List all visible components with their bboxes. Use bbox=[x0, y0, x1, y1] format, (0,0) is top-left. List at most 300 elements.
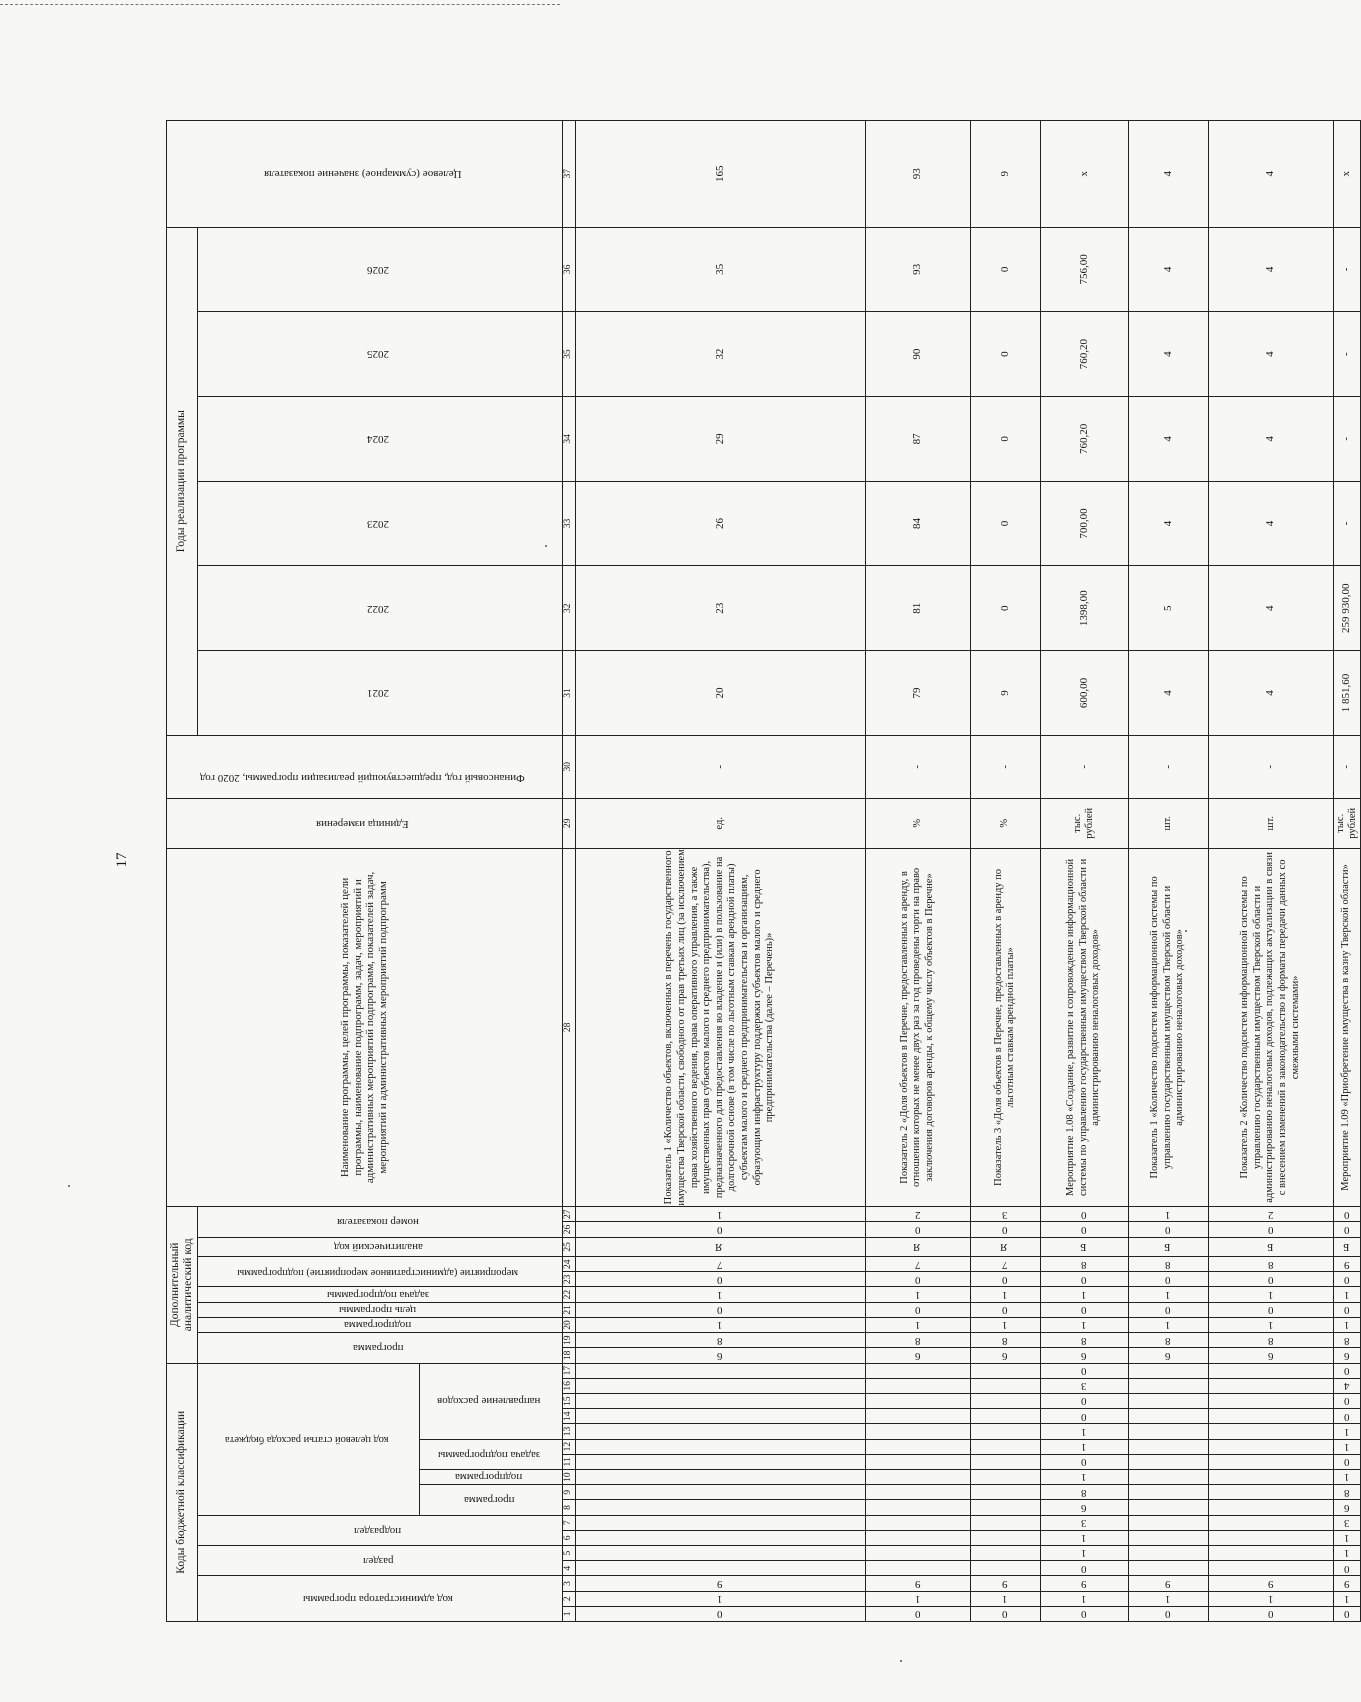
code-cell: 8 bbox=[1040, 1485, 1128, 1500]
column-number: 20 bbox=[562, 1317, 575, 1332]
code-cell: 0 bbox=[1333, 1409, 1360, 1424]
code-cell: 1 bbox=[1333, 1530, 1360, 1545]
code-cell bbox=[1208, 1424, 1333, 1439]
header-name: Наименование программы, целей программы, показателей цели программы, наименование подпрограмм, задач, мероприятий и административных мероприятий подпрограмм, показателей задач, мероприятий и административных мероприятий подпрограмм bbox=[167, 848, 563, 1206]
code-cell: 1 bbox=[575, 1207, 865, 1222]
row-name: Показатель 1 «Количество подсистем информационной системы по управлению государственным имуществом Тверской области и администрированию неналоговых доходов» bbox=[1128, 848, 1208, 1206]
code-cell bbox=[575, 1409, 865, 1424]
code-cell: 0 bbox=[1128, 1302, 1208, 1317]
code-cell: 0 bbox=[1040, 1207, 1128, 1222]
header-program2: программа bbox=[198, 1333, 563, 1363]
code-cell bbox=[970, 1393, 1040, 1408]
row-prev-year: - bbox=[575, 735, 865, 798]
code-cell bbox=[865, 1561, 970, 1576]
table-row bbox=[1208, 121, 1333, 1622]
code-cell: 0 bbox=[970, 1222, 1040, 1237]
header-extra-code: Дополнительный аналитический код bbox=[167, 1207, 198, 1363]
code-cell bbox=[970, 1454, 1040, 1469]
row-year-value: 29 bbox=[575, 396, 865, 481]
column-number: 9 bbox=[562, 1485, 575, 1500]
code-cell: 1 bbox=[1333, 1287, 1360, 1302]
code-cell: 8 bbox=[865, 1333, 970, 1348]
row-year-value: 0 bbox=[970, 396, 1040, 481]
code-cell bbox=[1208, 1439, 1333, 1454]
code-cell bbox=[1208, 1515, 1333, 1530]
code-cell: 0 bbox=[1040, 1454, 1128, 1469]
code-cell bbox=[1208, 1530, 1333, 1545]
header-target-code: код целевой статьи расхода бюджета bbox=[198, 1363, 420, 1515]
code-cell: 1 bbox=[1208, 1591, 1333, 1606]
row-year-value: - bbox=[1333, 396, 1360, 481]
header-year-2025: 2025 bbox=[198, 312, 563, 397]
row-year-value: 4 bbox=[1208, 227, 1333, 312]
header-year-2024: 2024 bbox=[198, 396, 563, 481]
code-cell: 1 bbox=[865, 1317, 970, 1332]
code-cell bbox=[970, 1469, 1040, 1484]
code-cell: 0 bbox=[1333, 1393, 1360, 1408]
code-cell: 1 bbox=[1208, 1317, 1333, 1332]
code-cell bbox=[865, 1363, 970, 1378]
code-cell: Б bbox=[1040, 1237, 1128, 1257]
code-cell: 0 bbox=[1208, 1606, 1333, 1621]
header-years-group: Годы реализации программы bbox=[167, 227, 198, 735]
header-year-2023: 2023 bbox=[198, 481, 563, 566]
code-cell: 6 bbox=[1128, 1348, 1208, 1363]
code-cell: 0 bbox=[1333, 1454, 1360, 1469]
code-cell: Я bbox=[970, 1237, 1040, 1257]
code-cell bbox=[1128, 1409, 1208, 1424]
code-cell: 0 bbox=[865, 1272, 970, 1287]
row-year-value: 4 bbox=[1208, 312, 1333, 397]
header-admin-code: код администратора программы bbox=[198, 1576, 563, 1622]
code-cell bbox=[970, 1500, 1040, 1515]
code-cell bbox=[865, 1545, 970, 1560]
code-cell: 0 bbox=[1333, 1363, 1360, 1378]
table-row bbox=[1040, 121, 1128, 1622]
code-cell bbox=[970, 1363, 1040, 1378]
code-cell bbox=[1208, 1378, 1333, 1393]
code-cell bbox=[970, 1424, 1040, 1439]
code-cell: 0 bbox=[1208, 1272, 1333, 1287]
column-number: 23 bbox=[562, 1272, 575, 1287]
code-cell: 9 bbox=[970, 1576, 1040, 1591]
row-year-value: 0 bbox=[970, 481, 1040, 566]
row-year-value: 4 bbox=[1128, 651, 1208, 736]
code-cell bbox=[575, 1469, 865, 1484]
row-year-value: 5 bbox=[1128, 566, 1208, 651]
header-unit: Единица измерения bbox=[167, 798, 563, 848]
code-cell: 0 bbox=[1128, 1606, 1208, 1621]
column-number: 22 bbox=[562, 1287, 575, 1302]
code-cell: 1 bbox=[970, 1317, 1040, 1332]
header-program: программа bbox=[419, 1485, 562, 1515]
code-cell bbox=[1128, 1500, 1208, 1515]
row-year-value: - bbox=[1333, 312, 1360, 397]
column-number: 10 bbox=[562, 1469, 575, 1484]
code-cell: 8 bbox=[1333, 1333, 1360, 1348]
code-cell: 1 bbox=[970, 1591, 1040, 1606]
header-task-sub: задача подпрограммы bbox=[419, 1439, 562, 1469]
code-cell bbox=[575, 1363, 865, 1378]
row-name: Показатель 3 «Доля объектов в Перечне, предоставленных в аренду по льготным ставкам арендной платы» bbox=[970, 848, 1040, 1206]
row-year-value: 259 930,00 bbox=[1333, 566, 1360, 651]
code-cell: 6 bbox=[1333, 1348, 1360, 1363]
row-year-value: 0 bbox=[970, 566, 1040, 651]
code-cell: 4 bbox=[1333, 1378, 1360, 1393]
code-cell: 0 bbox=[1333, 1561, 1360, 1576]
code-cell: 1 bbox=[1040, 1591, 1128, 1606]
row-prev-year: - bbox=[1128, 735, 1208, 798]
code-cell: 1 bbox=[575, 1287, 865, 1302]
code-cell bbox=[1128, 1363, 1208, 1378]
code-cell bbox=[1128, 1515, 1208, 1530]
code-cell: 1 bbox=[575, 1591, 865, 1606]
row-prev-year: - bbox=[1333, 735, 1360, 798]
code-cell bbox=[865, 1424, 970, 1439]
code-cell: 0 bbox=[865, 1606, 970, 1621]
code-cell: 1 bbox=[575, 1317, 865, 1332]
code-cell bbox=[1128, 1439, 1208, 1454]
column-number: 32 bbox=[562, 566, 575, 651]
row-year-value: 93 bbox=[865, 227, 970, 312]
code-cell bbox=[865, 1530, 970, 1545]
code-cell bbox=[1208, 1363, 1333, 1378]
code-cell bbox=[1128, 1469, 1208, 1484]
code-cell: 8 bbox=[1128, 1257, 1208, 1272]
row-year-value: 32 bbox=[575, 312, 865, 397]
row-year-value: 4 bbox=[1128, 481, 1208, 566]
code-cell: 9 bbox=[1040, 1576, 1128, 1591]
code-cell: 0 bbox=[1208, 1222, 1333, 1237]
code-cell bbox=[1128, 1378, 1208, 1393]
code-cell: 1 bbox=[1040, 1317, 1128, 1332]
row-name: Показатель 1 «Количество объектов, включенных в перечень государственного имущества Тверской области, свободного от прав третьих лиц (за исключением права хозяйственного ведения, права оперативного управления, а также имущественных прав субъектов малого и среднего предпринимательства), предназначенного для предоставления во владение и (или) в пользование на долгосрочной основе (в том числе по льготным ставкам арендной платы) субъектам малого и среднего предпринимательства и организациям, образующим инфраструктуру поддержки субъектов малого и среднего предпринимательства (далее – Перечень)» bbox=[575, 848, 865, 1206]
row-year-value: 756,00 bbox=[1040, 227, 1128, 312]
code-cell: 8 bbox=[1208, 1333, 1333, 1348]
row-year-value: 87 bbox=[865, 396, 970, 481]
code-cell: 3 bbox=[1040, 1515, 1128, 1530]
row-unit: ед. bbox=[575, 798, 865, 848]
code-cell bbox=[970, 1530, 1040, 1545]
code-cell: 0 bbox=[575, 1606, 865, 1621]
code-cell: 8 bbox=[1128, 1333, 1208, 1348]
code-cell: 0 bbox=[1040, 1393, 1128, 1408]
row-target: 4 bbox=[1208, 121, 1333, 228]
header-subprogram2: подпрограмма bbox=[198, 1317, 563, 1332]
code-cell: 1 bbox=[1128, 1317, 1208, 1332]
code-cell bbox=[575, 1454, 865, 1469]
row-year-value: 760,20 bbox=[1040, 396, 1128, 481]
header-target: Целевое (суммарное) значение показателя bbox=[167, 121, 563, 228]
column-number: 8 bbox=[562, 1500, 575, 1515]
scan-speck bbox=[68, 1185, 70, 1187]
header-year-2021: 2021 bbox=[198, 651, 563, 736]
column-number: 34 bbox=[562, 396, 575, 481]
code-cell: 1 bbox=[1333, 1439, 1360, 1454]
code-cell: 8 bbox=[1333, 1485, 1360, 1500]
code-cell: Б bbox=[1208, 1237, 1333, 1257]
row-year-value: 4 bbox=[1128, 312, 1208, 397]
code-cell: 3 bbox=[1333, 1515, 1360, 1530]
code-cell bbox=[865, 1485, 970, 1500]
code-cell: 1 bbox=[865, 1287, 970, 1302]
row-year-value: 9 bbox=[970, 651, 1040, 736]
code-cell: 1 bbox=[1040, 1469, 1128, 1484]
row-unit: тыс. рублей bbox=[1040, 798, 1128, 848]
row-year-value: 26 bbox=[575, 481, 865, 566]
header-goal-program: цель программы bbox=[198, 1302, 563, 1317]
code-cell: 1 bbox=[1333, 1317, 1360, 1332]
code-cell bbox=[575, 1530, 865, 1545]
row-unit: шт. bbox=[1128, 798, 1208, 848]
code-cell: 8 bbox=[970, 1333, 1040, 1348]
code-cell: 0 bbox=[970, 1272, 1040, 1287]
row-year-value: 4 bbox=[1128, 396, 1208, 481]
code-cell: 0 bbox=[1333, 1222, 1360, 1237]
code-cell bbox=[1208, 1485, 1333, 1500]
column-number: 17 bbox=[562, 1363, 575, 1378]
code-cell: 9 bbox=[1128, 1576, 1208, 1591]
header-subsection: подраздел bbox=[198, 1515, 563, 1545]
code-cell: 9 bbox=[575, 1576, 865, 1591]
code-cell: 0 bbox=[575, 1272, 865, 1287]
row-unit: тыс. рублей bbox=[1333, 798, 1360, 848]
code-cell: 0 bbox=[970, 1302, 1040, 1317]
code-cell: 1 bbox=[1040, 1530, 1128, 1545]
scan-speck bbox=[900, 1660, 902, 1662]
code-cell bbox=[970, 1545, 1040, 1560]
code-cell bbox=[970, 1409, 1040, 1424]
column-number: 33 bbox=[562, 481, 575, 566]
column-number: 11 bbox=[562, 1454, 575, 1469]
column-number: 5 bbox=[562, 1545, 575, 1560]
code-cell: 1 bbox=[1040, 1287, 1128, 1302]
page-number: 17 bbox=[114, 852, 130, 868]
row-target: 165 bbox=[575, 121, 865, 228]
code-cell bbox=[865, 1378, 970, 1393]
code-cell: 6 bbox=[1040, 1348, 1128, 1363]
code-cell: 1 bbox=[1128, 1287, 1208, 1302]
code-cell: 1 bbox=[1040, 1439, 1128, 1454]
code-cell bbox=[865, 1409, 970, 1424]
code-cell: 6 bbox=[1040, 1500, 1128, 1515]
code-cell: 2 bbox=[1208, 1207, 1333, 1222]
code-cell bbox=[575, 1378, 865, 1393]
code-cell: 0 bbox=[1333, 1272, 1360, 1287]
row-target: 4 bbox=[1128, 121, 1208, 228]
code-cell bbox=[865, 1393, 970, 1408]
code-cell bbox=[575, 1500, 865, 1515]
header-year-2022: 2022 bbox=[198, 566, 563, 651]
row-name: Мероприятие 1.09 «Приобретение имущества в казну Тверской области» bbox=[1333, 848, 1360, 1206]
row-year-value: 700,00 bbox=[1040, 481, 1128, 566]
code-cell: 1 bbox=[970, 1287, 1040, 1302]
code-cell: 9 bbox=[1333, 1257, 1360, 1272]
code-cell: Я bbox=[575, 1237, 865, 1257]
column-number: 4 bbox=[562, 1561, 575, 1576]
code-cell bbox=[865, 1454, 970, 1469]
code-cell bbox=[575, 1515, 865, 1530]
code-cell: 3 bbox=[1040, 1378, 1128, 1393]
header-prev-year: Финансовый год, предшествующий реализации программы, 2020 год bbox=[167, 735, 563, 798]
code-cell bbox=[970, 1439, 1040, 1454]
row-name: Показатель 2 «Доля объектов в Перечне, предоставленных в аренду, в отношении которых не менее двух раз за год проведены торги на право заключения договоров аренды, к общему числу объектов в Перечне» bbox=[865, 848, 970, 1206]
code-cell bbox=[1208, 1545, 1333, 1560]
code-cell: 0 bbox=[1128, 1222, 1208, 1237]
column-number: 15 bbox=[562, 1393, 575, 1408]
column-number: 27 bbox=[562, 1207, 575, 1222]
code-cell bbox=[865, 1469, 970, 1484]
column-number: 6 bbox=[562, 1530, 575, 1545]
row-year-value: 35 bbox=[575, 227, 865, 312]
code-cell bbox=[575, 1561, 865, 1576]
row-prev-year: - bbox=[1208, 735, 1333, 798]
row-prev-year: - bbox=[970, 735, 1040, 798]
code-cell: 1 bbox=[1333, 1424, 1360, 1439]
table-row bbox=[1333, 121, 1360, 1622]
code-cell bbox=[865, 1500, 970, 1515]
code-cell: 0 bbox=[970, 1606, 1040, 1621]
code-cell: 9 bbox=[1208, 1576, 1333, 1591]
column-number: 14 bbox=[562, 1409, 575, 1424]
code-cell: 0 bbox=[865, 1222, 970, 1237]
code-cell: 0 bbox=[1128, 1272, 1208, 1287]
code-cell: 8 bbox=[1040, 1257, 1128, 1272]
column-number: 1 bbox=[562, 1606, 575, 1621]
column-number: 12 bbox=[562, 1439, 575, 1454]
row-year-value: 90 bbox=[865, 312, 970, 397]
row-year-value: 4 bbox=[1208, 651, 1333, 736]
column-number: 13 bbox=[562, 1424, 575, 1439]
code-cell: 7 bbox=[865, 1257, 970, 1272]
code-cell bbox=[865, 1515, 970, 1530]
row-year-value: 4 bbox=[1208, 396, 1333, 481]
code-cell: 6 bbox=[1208, 1348, 1333, 1363]
code-cell bbox=[1208, 1500, 1333, 1515]
code-cell: 1 bbox=[865, 1591, 970, 1606]
row-name: Мероприятие 1.08 «Создание, развитие и сопровождение информационной системы по управлению государственным имуществом Тверской области и администрированию неналоговых доходов» bbox=[1040, 848, 1128, 1206]
row-target: 9 bbox=[970, 121, 1040, 228]
column-number: 7 bbox=[562, 1515, 575, 1530]
code-cell bbox=[1128, 1393, 1208, 1408]
code-cell bbox=[1208, 1469, 1333, 1484]
column-number: 2 bbox=[562, 1591, 575, 1606]
row-year-value: 79 bbox=[865, 651, 970, 736]
column-number: 18 bbox=[562, 1348, 575, 1363]
header-analytic: аналитический код bbox=[198, 1237, 563, 1257]
header-subprogram: подпрограмма bbox=[419, 1469, 562, 1484]
code-cell: 3 bbox=[970, 1207, 1040, 1222]
code-cell bbox=[1208, 1409, 1333, 1424]
row-target: 93 bbox=[865, 121, 970, 228]
code-cell bbox=[865, 1439, 970, 1454]
code-cell: 0 bbox=[1040, 1606, 1128, 1621]
code-cell: 0 bbox=[575, 1222, 865, 1237]
column-number: 31 bbox=[562, 651, 575, 736]
top-scan-line bbox=[0, 4, 560, 5]
code-cell bbox=[1128, 1561, 1208, 1576]
row-year-value: 0 bbox=[970, 227, 1040, 312]
column-number: 21 bbox=[562, 1302, 575, 1317]
column-number: 16 bbox=[562, 1378, 575, 1393]
row-prev-year: - bbox=[865, 735, 970, 798]
code-cell: 0 bbox=[865, 1302, 970, 1317]
row-year-value: 4 bbox=[1208, 566, 1333, 651]
row-year-value: - bbox=[1333, 227, 1360, 312]
code-cell: 1 bbox=[1128, 1591, 1208, 1606]
code-cell: 1 bbox=[1208, 1287, 1333, 1302]
row-year-value: 0 bbox=[970, 312, 1040, 397]
table-row bbox=[865, 121, 970, 1622]
row-year-value: - bbox=[1333, 481, 1360, 566]
program-indicators-table bbox=[166, 120, 1361, 1622]
code-cell: 2 bbox=[865, 1207, 970, 1222]
code-cell: 0 bbox=[1333, 1606, 1360, 1621]
row-year-value: 1398,00 bbox=[1040, 566, 1128, 651]
code-cell bbox=[1128, 1530, 1208, 1545]
row-name: Показатель 2 «Количество подсистем информационной системы по управлению государственным имуществом Тверской области и администрированию неналоговых доходов, подлежащих актуализации в связи с внесением изменений в законодательство и форматы передачи данных со смежными системами» bbox=[1208, 848, 1333, 1206]
code-cell: 0 bbox=[1040, 1222, 1128, 1237]
code-cell: Б bbox=[1333, 1237, 1360, 1257]
row-year-value: 4 bbox=[1128, 227, 1208, 312]
code-cell bbox=[1208, 1393, 1333, 1408]
row-year-value: 4 bbox=[1208, 481, 1333, 566]
code-cell: 1 bbox=[1040, 1424, 1128, 1439]
column-number: 30 bbox=[562, 735, 575, 798]
column-number: 25 bbox=[562, 1237, 575, 1257]
table-row bbox=[575, 121, 865, 1622]
header-direction: направление расходов bbox=[419, 1363, 562, 1439]
code-cell: 1 bbox=[1333, 1469, 1360, 1484]
code-cell bbox=[575, 1485, 865, 1500]
column-number: 29 bbox=[562, 798, 575, 848]
code-cell bbox=[970, 1515, 1040, 1530]
row-year-value: 23 bbox=[575, 566, 865, 651]
rotated-table-sheet bbox=[166, 120, 1358, 1622]
code-cell bbox=[970, 1378, 1040, 1393]
code-cell bbox=[575, 1393, 865, 1408]
code-cell: 1 bbox=[1333, 1591, 1360, 1606]
code-cell: 0 bbox=[1333, 1302, 1360, 1317]
code-cell: Б bbox=[1128, 1237, 1208, 1257]
code-cell bbox=[575, 1545, 865, 1560]
code-cell bbox=[1208, 1454, 1333, 1469]
code-cell: 6 bbox=[865, 1348, 970, 1363]
code-cell: 7 bbox=[575, 1257, 865, 1272]
code-cell: 1 bbox=[1333, 1545, 1360, 1560]
code-cell bbox=[1128, 1454, 1208, 1469]
code-cell bbox=[970, 1485, 1040, 1500]
header-indicator-number: номер показателя bbox=[198, 1207, 563, 1237]
code-cell: 8 bbox=[1040, 1333, 1128, 1348]
code-cell bbox=[1128, 1485, 1208, 1500]
code-cell bbox=[1208, 1561, 1333, 1576]
header-year-2026: 2026 bbox=[198, 227, 563, 312]
code-cell: 0 bbox=[1208, 1302, 1333, 1317]
code-cell: 8 bbox=[1208, 1257, 1333, 1272]
column-number: 28 bbox=[562, 848, 575, 1206]
code-cell: 6 bbox=[575, 1348, 865, 1363]
row-prev-year: - bbox=[1040, 735, 1128, 798]
table-row bbox=[1128, 121, 1208, 1622]
row-year-value: 84 bbox=[865, 481, 970, 566]
code-cell bbox=[1128, 1545, 1208, 1560]
row-unit: % bbox=[970, 798, 1040, 848]
row-unit: % bbox=[865, 798, 970, 848]
code-cell: 6 bbox=[1333, 1500, 1360, 1515]
column-number: 24 bbox=[562, 1257, 575, 1272]
code-cell: 8 bbox=[575, 1333, 865, 1348]
